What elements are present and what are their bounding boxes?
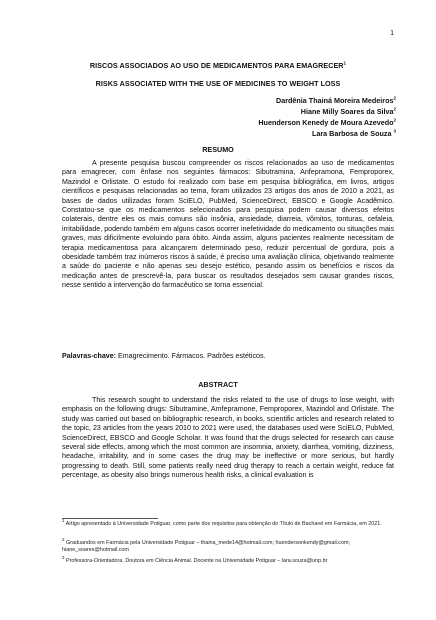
footnote-text: Artigo apresentado à Universidade Potiguar, como parte dos requisitos para obtenção do Título de Bacharel em Farmácia, em 2021. (65, 521, 382, 527)
resumo-heading: RESUMO (202, 145, 234, 154)
abstract-heading: ABSTRACT (198, 380, 238, 389)
abstract-paragraph: This research sought to understand the risks related to the use of drugs to lose weight, with emphasis on the following drugs: Sibutramine, Amfepramone, Femproporex, Mazindol and Orlistate. The study was carried out based on bibliographic research, in books, scientific articles and research related to the topic, 23 articles from the years 2010 to 2021 were used, the databases used were SciELO, PubMed, ScienceDirect, EBSCO and Google Scholar. It was found that the drugs selected for research can cause several side effects, among which the most common are insomnia, anxiety, diarrhea, vomiting, dizziness, headache, irritability, and in some cases the drug may be ineffective or more serious, but hardly progressing to death. Still, some patients really need drug therapy to reach a certain weight, reduce fat percentage, as obesity also brings numerous health risks, a clinical evaluation is (62, 396, 394, 480)
title-footnote-marker: 1 (343, 60, 347, 66)
footnote-text: Graduandos em Farmácia pela Universidade Potiguar – thaina_mede14@hotmail.com; huendersonkendy@gmail.com; hiane_soares@hotmail.com (62, 540, 350, 553)
footnote-1 (62, 518, 394, 528)
author-affiliation-marker: 2 (393, 95, 396, 101)
title-english: RISKS ASSOCIATED WITH THE USE OF MEDICINES TO WEIGHT LOSS (95, 79, 341, 88)
resumo-paragraph: A presente pesquisa buscou compreender os riscos relacionados ao uso de medicamentos para emagrecer, com ênfase nos seguintes fármacos: Sibutramina, Anfepramona, Femproporex, Mazindol e Orlistate. O estudo foi realizado com base em pesquisa bibliográfica, em livros, artigos científicos e pesquisas relacionadas ao tema, foram utilizados 23 artigos dos anos de 2010 a 2021, as bases de dados utilizadas foram SciELO, PubMed, ScienceDirect, EBSCO e Google Acadêmico. Constatou-se que os medicamentos selecionados para pesquisa podem causar diversos efeitos colaterais, dentre eles os mais comuns são insônia, ansiedade, diarreia, vômitos, tonturas, cefaleia, irritabilidade, podendo também em alguns casos ocorrer inefetividade do medicamento ou situações mais graves, mas dificilmente evoluindo para óbito. Ainda assim, alguns pacientes realmente necessitam de terapia medicamentosa para alcançarem determinado peso, reduzir percentual de gordura, pois a obesidade também traz inúmeros riscos à saúde, é preciso uma avaliação clínica, objetivando realmente a saúde do paciente e não apenas seu desejo estético, pesando assim os benefícios e riscos da medicação antes de prescrevê-la, para buscar os resultados desejados sem causar grandes riscos, nesse sentido a intervenção do farmacêutico se torna essencial. (62, 159, 395, 290)
page-number: 1 (390, 30, 394, 37)
author-affiliation-marker: 2 (393, 106, 396, 112)
footnote-divider (62, 518, 158, 519)
title-portuguese (60, 61, 376, 70)
author-list (258, 95, 396, 139)
author-name: Dardênia Thainá Moreira Medeiros (276, 96, 394, 105)
footnote-marker: 1 (62, 518, 65, 524)
footnote-marker: 2 (62, 537, 65, 543)
author-affiliation-marker: 3 (393, 128, 396, 134)
author-affiliation-marker: 2 (393, 117, 396, 123)
footnote-3 (62, 555, 394, 565)
author-3 (258, 117, 396, 128)
author-1 (258, 95, 396, 106)
footnote-marker: 3 (62, 555, 65, 561)
author-name: Lara Barbosa de Souza (311, 129, 392, 138)
keywords-label: Palavras-chave: (62, 352, 117, 360)
keywords-text: Emagrecimento. Fármacos. Padrões estéticos. (118, 352, 266, 360)
author-4 (258, 128, 396, 139)
title-portuguese-text: RISCOS ASSOCIADOS AO USO DE MEDICAMENTOS PARA EMAGRECER (89, 61, 344, 70)
footnote-text: Professora-Orientadora. Doutora em Ciência Animal. Docente na Universidade Potiguar – lara.souza@unp.br (66, 558, 328, 564)
author-2 (258, 106, 396, 117)
author-name: Huenderson Kenedy de Moura Azevedo (258, 118, 394, 127)
author-name: Hiane Milly Soares da Silva (300, 107, 394, 116)
keywords-line (62, 352, 394, 360)
footnote-2 (62, 537, 394, 554)
